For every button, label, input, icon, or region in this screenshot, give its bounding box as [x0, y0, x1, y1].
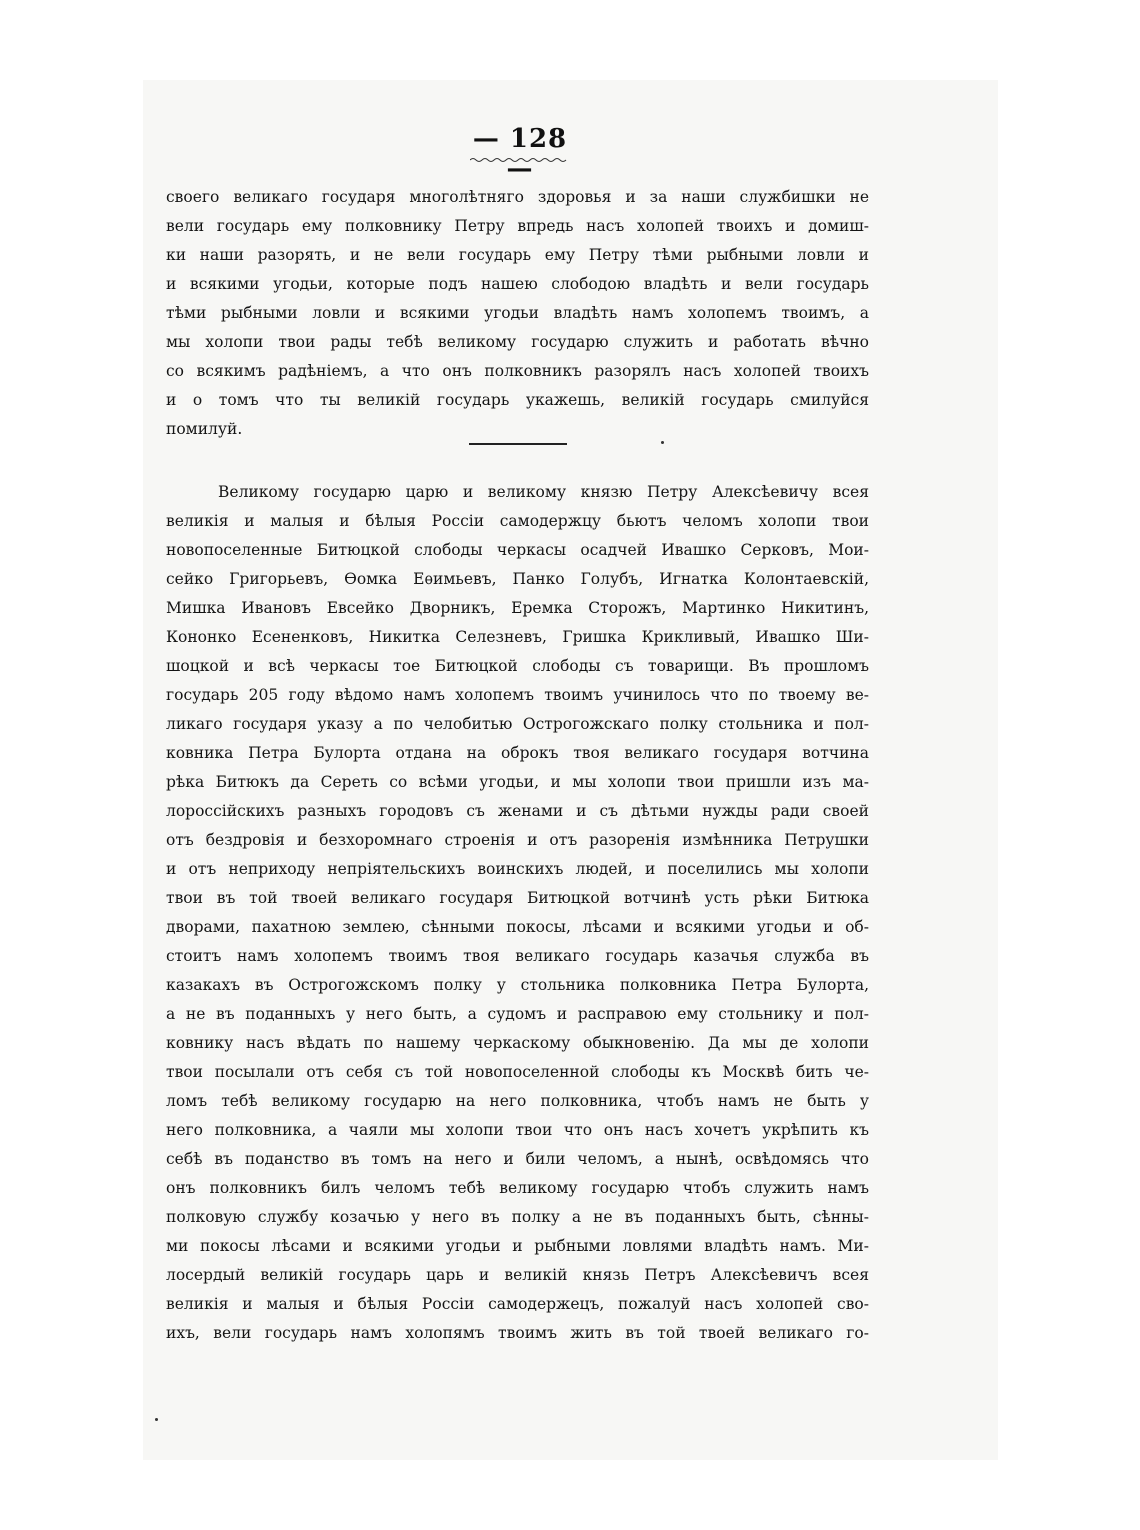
text-line: сейко Григорьевъ, Ѳомка Еѳимьевъ, Панко Голубъ, Игнатка Колонтаевскій,	[166, 570, 869, 588]
text-line: ихъ, вели государь намъ холопямъ твоимъ жить въ той твоей великаго го-	[166, 1324, 869, 1342]
text-line: а не въ поданныхъ у него быть, а судомъ и расправою ему стольнику и пол-	[166, 1005, 869, 1023]
text-line: и всякими угодьи, которые подъ нашею слободою владѣть и вели государь	[166, 275, 869, 293]
text-line: твои посылали отъ себя съ той новопоселенной слободы къ Москвѣ бить че-	[166, 1063, 869, 1081]
text-line: ковника Петра Булорта отдана на оброкъ твоя великаго государя вотчина	[166, 744, 869, 762]
text-line: дворами, пахатною землею, сѣнными покосы, лѣсами и всякими угодьи и об-	[166, 918, 869, 936]
text-line: помилуй.	[166, 420, 243, 438]
text-line: него полковника, а чаяли мы холопи твои что онъ насъ хочетъ укрѣпить къ	[166, 1121, 869, 1139]
text-line: мы холопи твои рады тебѣ великому государю служить и работать вѣчно	[166, 333, 869, 351]
text-line: онъ полковникъ билъ челомъ тебѣ великому государю чтобъ служить намъ	[166, 1179, 869, 1197]
speck	[661, 441, 664, 444]
text-line: новопоселенные Битюцкой слободы черкасы осадчей Ивашко Серковъ, Мои-	[166, 541, 869, 559]
text-line: твои въ той твоей великаго государя Битюцкой вотчинѣ усть рѣки Битюка	[166, 889, 869, 907]
text-line: ковнику насъ вѣдать по нашему черкаскому обыкновенію. Да мы де холопи	[166, 1034, 869, 1052]
text-line: отъ бездровія и безхоромнаго строенія и отъ разоренія измѣнника Петрушки	[166, 831, 869, 849]
text-line: казакахъ въ Острогожскомъ полку у стольника полковника Петра Булорта,	[166, 976, 869, 994]
text-line: полковую службу козачью у него въ полку а не въ поданныхъ быть, сѣнны-	[166, 1208, 869, 1226]
text-line: государь 205 году вѣдомо намъ холопемъ твоимъ учинилось что по твоему ве-	[166, 686, 869, 704]
text-line: тѣми рыбными ловли и всякими угодьи владѣть намъ холопемъ твоимъ, а	[166, 304, 869, 322]
text-line: ки наши разорять, и не вели государь ему Петру тѣми рыбными ловли и	[166, 246, 869, 264]
text-line: себѣ въ поданство въ томъ на него и били челомъ, а нынѣ, освѣдомясь что	[166, 1150, 869, 1168]
text-line: ломъ тебѣ великому государю на него полковника, чтобъ намъ не быть у	[166, 1092, 869, 1110]
text-line: ликаго государя указу а по челобитью Острогожскаго полку стольника и пол-	[166, 715, 869, 733]
text-line: рѣка Битюкъ да Сереть со всѣми угодьи, и мы холопи твои пришли изъ ма-	[166, 773, 869, 791]
text-line: Великому государю царю и великому князю Петру Алексѣевичу всея	[218, 483, 869, 501]
petition-text	[166, 478, 869, 1348]
text-line: стоитъ намъ холопемъ твоимъ твоя великаго государь казачья служба въ	[166, 947, 869, 965]
text-line: и отъ неприходу непріятельскихъ воинскихъ людей, и поселились мы холопи	[166, 860, 869, 878]
text-line: великія и малыя и бѣлыя Россіи самодержецъ, пожалуй насъ холопей сво-	[166, 1295, 869, 1313]
text-line: со всякимъ радѣніемъ, а что онъ полковникъ разорялъ насъ холопей твоихъ	[166, 362, 869, 380]
text-line: и о томъ что ты великій государь укажешь, великій государь смилуйся	[166, 391, 869, 409]
speck	[155, 1418, 158, 1421]
text-line: ми покосы лѣсами и всякими угодьи и рыбными ловлями владѣть намъ. Ми-	[166, 1237, 869, 1255]
text-line: Мишка Ивановъ Евсейко Дворникъ, Еремка Сторожъ, Мартинко Никитинъ,	[166, 599, 869, 617]
page-number-wavy-rule	[470, 157, 568, 163]
section-divider	[469, 443, 567, 445]
petition-ending	[166, 183, 869, 444]
page-number: — 128 —	[472, 124, 568, 184]
text-line: лосердый великій государь царь и великій князь Петръ Алексѣевичъ всея	[166, 1266, 869, 1284]
text-line: вели государь ему полковнику Петру впредь насъ холопей твоихъ и домиш-	[166, 217, 869, 235]
text-line: шоцкой и всѣ черкасы тое Битюцкой слободы съ товарищи. Въ прошломъ	[166, 657, 869, 675]
text-line: своего великаго государя многолѣтняго здоровья и за наши службишки не	[166, 188, 869, 206]
text-line: лороссійскихъ разныхъ городовъ съ женами и съ дѣтьми нужды ради своей	[166, 802, 869, 820]
text-line: великія и малыя и бѣлыя Россіи самодержцу бьютъ челомъ холопи твои	[166, 512, 869, 530]
text-line: Кононко Есененковъ, Никитка Селезневъ, Гришка Крикливый, Ивашко Ши-	[166, 628, 869, 646]
